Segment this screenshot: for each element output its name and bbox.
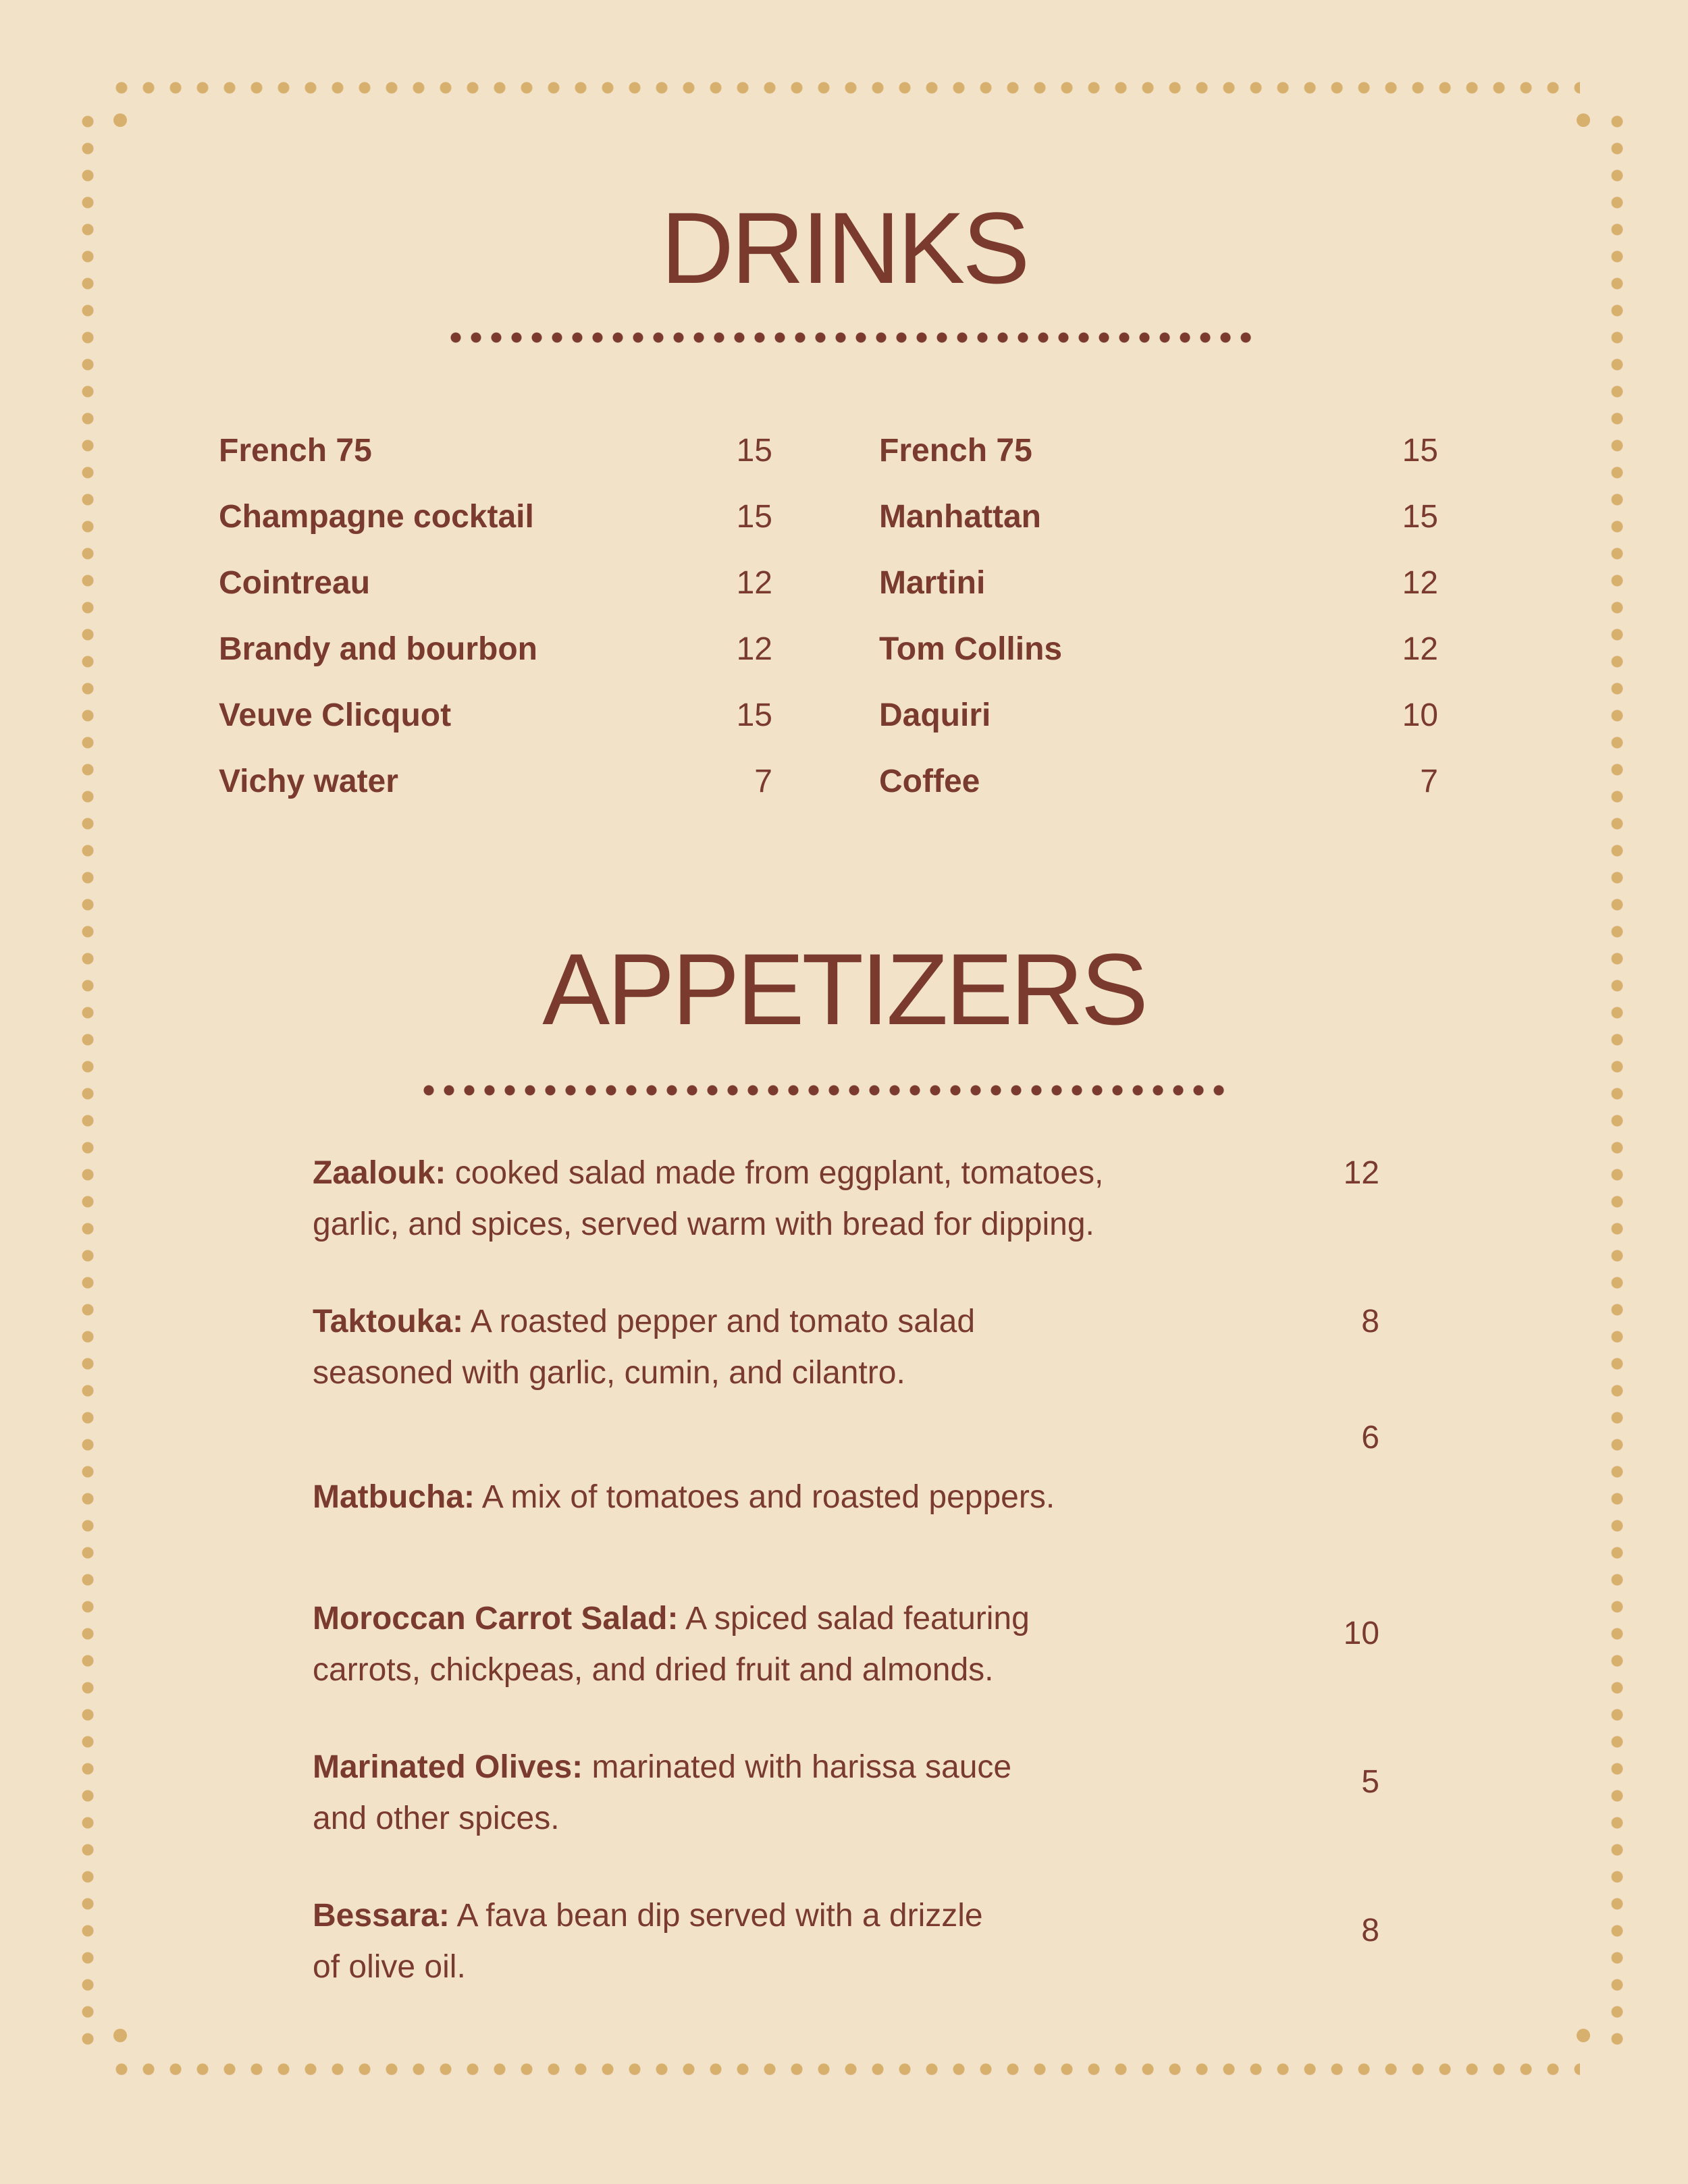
drink-name: Martini (879, 565, 986, 601)
appetizer-price: 6 (1361, 1420, 1379, 1456)
appetizer-name: Taktouka: (313, 1304, 464, 1339)
appetizer-desc-line: marinated with harissa sauce (583, 1749, 1012, 1785)
appetizer-name: Moroccan Carrot Salad: (313, 1601, 679, 1636)
appetizer-desc-line: cooked salad made from eggplant, tomatoes, (446, 1155, 1104, 1191)
appetizer-description (313, 1148, 1123, 1250)
frame-corner-dot (113, 113, 127, 127)
appetizer-desc-line: A fava bean dip served with a drizzle (449, 1898, 983, 1934)
appetizer-price: 10 (1343, 1616, 1379, 1651)
drink-item (879, 763, 1438, 829)
drink-item (879, 432, 1438, 498)
drink-name: Manhattan (879, 499, 1041, 535)
drink-item (879, 498, 1438, 564)
appetizer-description (313, 1593, 1123, 1696)
frame-bottom-border (108, 2062, 1580, 2076)
appetizer-name: Bessara: (313, 1898, 450, 1934)
appetizer-desc-line: seasoned with garlic, cumin, and cilantro. (313, 1355, 905, 1391)
drink-item (219, 631, 772, 697)
appetizer-price: 8 (1361, 1913, 1379, 1948)
frame-top-border (108, 81, 1580, 95)
drink-item (879, 697, 1438, 763)
drink-price: 10 (1402, 697, 1438, 733)
drink-name: Cointreau (219, 565, 371, 601)
drink-name: Vichy water (219, 764, 398, 799)
drinks-list-left (219, 432, 772, 829)
drink-price: 12 (736, 565, 772, 601)
drink-price: 12 (736, 631, 772, 667)
appetizer-description (313, 1742, 1123, 1844)
appetizer-name: Zaalouk: (313, 1155, 446, 1191)
drink-name: French 75 (879, 433, 1032, 469)
drink-price: 12 (1402, 565, 1438, 601)
drink-price: 15 (736, 499, 772, 535)
appetizer-description (313, 1296, 1123, 1399)
drink-name: Daquiri (879, 697, 991, 733)
appetizer-name: Marinated Olives: (313, 1749, 583, 1785)
drink-name: Tom Collins (879, 631, 1063, 667)
frame-corner-dot (1577, 113, 1590, 127)
drink-name: Brandy and bourbon (219, 631, 537, 667)
drink-item (219, 564, 772, 631)
drink-name: French 75 (219, 433, 372, 469)
drink-price: 15 (736, 433, 772, 469)
appetizers-divider (419, 1085, 1229, 1096)
drinks-divider (446, 332, 1256, 343)
frame-corner-dot (113, 2029, 127, 2042)
drink-price: 15 (736, 697, 772, 733)
appetizer-name: Matbucha: (313, 1479, 475, 1515)
drink-price: 7 (754, 764, 772, 799)
drink-item (219, 697, 772, 763)
appetizer-desc-line: A mix of tomatoes and roasted peppers. (475, 1479, 1055, 1515)
drink-price: 15 (1402, 499, 1438, 535)
drink-item (879, 564, 1438, 631)
appetizer-desc-line: A spiced salad featuring (678, 1601, 1030, 1636)
drink-name: Veuve Clicquot (219, 697, 452, 733)
drinks-title: DRINKS (660, 191, 1028, 304)
drink-name: Coffee (879, 764, 980, 799)
appetizer-description (313, 1472, 1123, 1523)
appetizer-price: 12 (1343, 1155, 1379, 1191)
appetizer-desc-line: of olive oil. (313, 1949, 466, 1985)
appetizer-desc-line: garlic, and spices, served warm with bread for dipping. (313, 1206, 1094, 1242)
drinks-list-right (879, 432, 1438, 829)
drink-item (219, 763, 772, 829)
drink-name: Champagne cocktail (219, 499, 534, 535)
appetizer-desc-line: and other spices. (313, 1801, 560, 1836)
drink-price: 12 (1402, 631, 1438, 667)
appetizer-desc-line: carrots, chickpeas, and dried fruit and almonds. (313, 1652, 994, 1688)
drink-price: 15 (1402, 433, 1438, 469)
frame-corner-dot (1577, 2029, 1590, 2042)
drink-item (219, 432, 772, 498)
frame-right-border (1610, 108, 1624, 2052)
appetizer-description (313, 1890, 1123, 1993)
frame-left-border (81, 108, 95, 2052)
appetizers-title: APPETIZERS (542, 932, 1146, 1046)
drink-item (879, 631, 1438, 697)
drink-price: 7 (1420, 764, 1438, 799)
appetizer-price: 8 (1361, 1304, 1379, 1339)
appetizer-price: 5 (1361, 1764, 1379, 1800)
drink-item (219, 498, 772, 564)
appetizer-desc-line: A roasted pepper and tomato salad (463, 1304, 976, 1339)
